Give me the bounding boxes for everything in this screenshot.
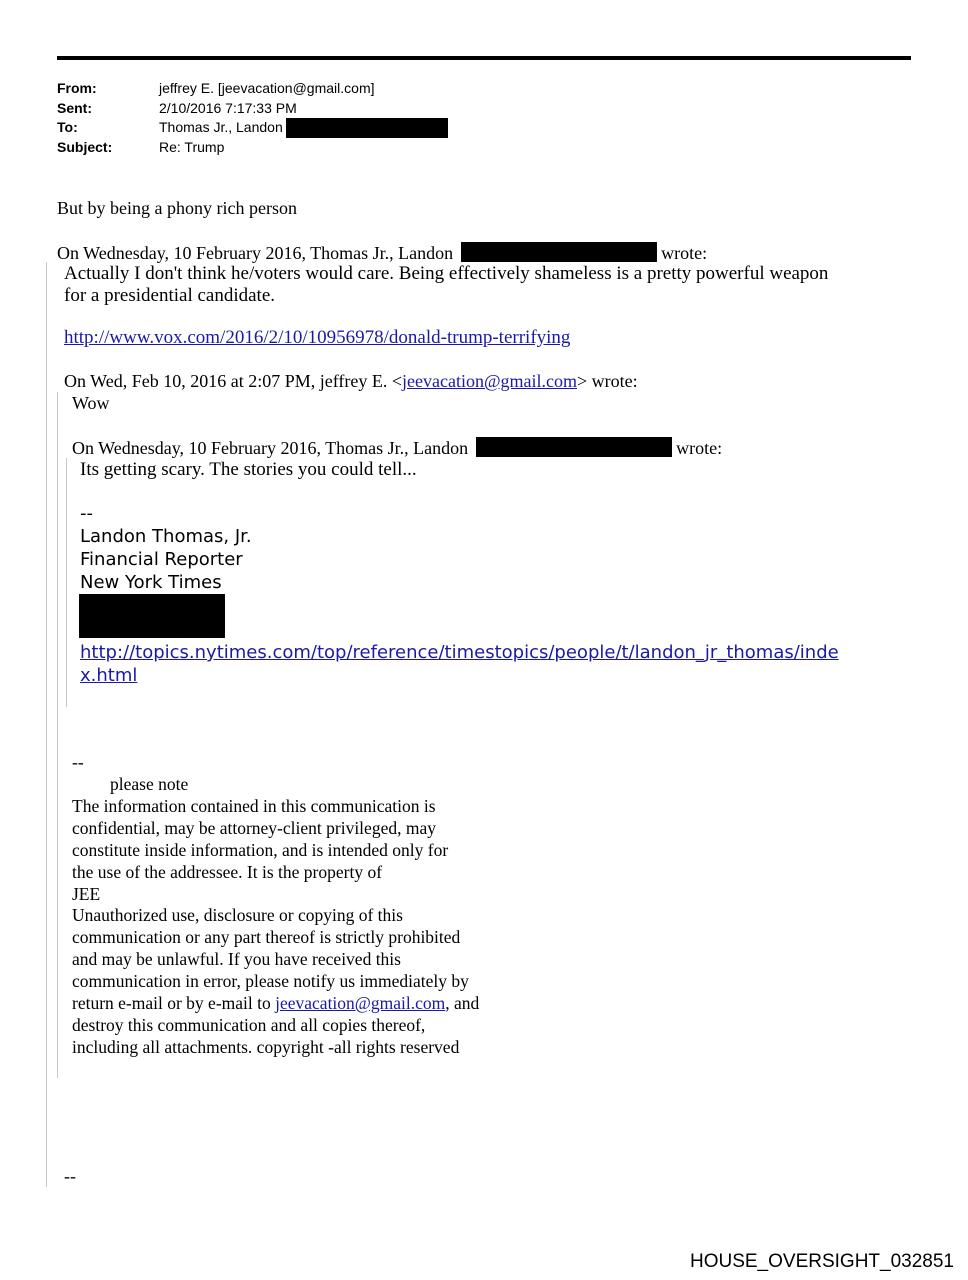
quote-bar-middle bbox=[57, 392, 58, 1078]
quote-bar-outer bbox=[46, 262, 47, 1187]
vox-link[interactable]: http://www.vox.com/2016/2/10/10956978/donald-trump-terrifying bbox=[64, 327, 571, 348]
quote1-line1: Actually I don't think he/voters would care. Being effectively shameless is a pretty powerful weapon bbox=[64, 263, 829, 284]
disclaimer-line: The information contained in this communication is bbox=[72, 795, 436, 816]
quote3-intro: On Wednesday, 10 February 2016, Thomas Jr., Landon bbox=[72, 438, 469, 458]
header-rule bbox=[57, 56, 911, 60]
quote1-intro-line bbox=[57, 242, 707, 264]
from-row bbox=[57, 79, 448, 99]
nyt-link[interactable] bbox=[80, 641, 839, 687]
disclaimer-line: Unauthorized use, disclosure or copying of this bbox=[72, 905, 403, 926]
quote2-intro-post: > wrote: bbox=[577, 371, 638, 391]
sent-row bbox=[57, 99, 448, 119]
nyt-link-line1[interactable]: http://topics.nytimes.com/top/reference/timestopics/people/t/landon_jr_thomas/inde bbox=[80, 642, 839, 663]
sent-label: Sent: bbox=[57, 99, 92, 116]
bates-number: HOUSE_OVERSIGHT_032851 bbox=[689, 1251, 954, 1272]
to-row bbox=[57, 118, 448, 138]
reply-text: But by being a phony rich person bbox=[57, 198, 297, 218]
quote1-wrote: wrote: bbox=[661, 243, 708, 263]
disclaimer-return-line bbox=[72, 993, 479, 1015]
to-label: To: bbox=[57, 119, 78, 135]
quote2-intro bbox=[64, 371, 638, 392]
to-value: Thomas Jr., Landon bbox=[159, 119, 283, 135]
wow-text: Wow bbox=[72, 393, 110, 413]
quote2-intro-pre: On Wed, Feb 10, 2016 at 2:07 PM, jeffrey E. < bbox=[64, 371, 403, 391]
quote-bar-inner bbox=[66, 458, 67, 707]
from-value: jeffrey E. [jeevacation@gmail.com] bbox=[159, 80, 375, 96]
disclaimer-line: JEE bbox=[72, 883, 101, 904]
redaction-box bbox=[286, 118, 448, 138]
disclaimer-line: destroy this communication and all copies thereof, bbox=[72, 1014, 426, 1035]
bottom-dashes: -- bbox=[64, 1166, 76, 1186]
signature-title: Financial Reporter bbox=[80, 549, 243, 570]
disclaimer-line: and may be unlawful. If you have received this bbox=[72, 949, 401, 970]
quote1-intro: On Wednesday, 10 February 2016, Thomas Jr., Landon bbox=[57, 243, 454, 263]
disclaimer bbox=[72, 752, 480, 1059]
return-pre: return e-mail or by e-mail to bbox=[72, 993, 276, 1014]
quote1-line2: for a presidential candidate. bbox=[64, 285, 276, 306]
return-post: , and bbox=[445, 993, 480, 1014]
subject-row bbox=[57, 138, 448, 158]
signature-name: Landon Thomas, Jr. bbox=[80, 526, 252, 547]
disclaimer-email-link[interactable]: jeevacation@gmail.com bbox=[275, 993, 446, 1014]
quote3-text: Its getting scary. The stories you could tell... bbox=[80, 459, 417, 480]
subject-label: Subject: bbox=[57, 139, 113, 155]
nyt-link-line2[interactable]: x.html bbox=[80, 665, 138, 686]
disclaimer-line: including all attachments. copyright -all rights reserved bbox=[72, 1036, 460, 1057]
signature-dashes: -- bbox=[80, 503, 93, 524]
sent-value: 2/10/2016 7:17:33 PM bbox=[159, 99, 297, 116]
please-note: please note bbox=[110, 774, 189, 794]
quote2-email-link[interactable]: jeevacation@gmail.com bbox=[402, 371, 578, 391]
from-label: From: bbox=[57, 80, 97, 96]
signature-block bbox=[80, 502, 252, 594]
disclaimer-line: communication in error, please notify us immediately by bbox=[72, 971, 469, 992]
redaction-box bbox=[79, 594, 225, 638]
redaction-box bbox=[461, 242, 657, 262]
subject-value: Re: Trump bbox=[159, 139, 225, 155]
redaction-box bbox=[476, 437, 672, 457]
email-header bbox=[57, 79, 448, 158]
quote3-intro-line bbox=[72, 437, 722, 459]
disclaimer-line: the use of the addressee. It is the property of bbox=[72, 861, 383, 882]
signature-org: New York Times bbox=[80, 572, 222, 593]
disclaimer-dashes: -- bbox=[72, 752, 84, 772]
disclaimer-line: constitute inside information, and is intended only for bbox=[72, 839, 449, 860]
disclaimer-line: communication or any part thereof is strictly prohibited bbox=[72, 927, 461, 948]
disclaimer-line: confidential, may be attorney-client privileged, may bbox=[72, 817, 436, 838]
quote3-wrote: wrote: bbox=[676, 438, 723, 458]
